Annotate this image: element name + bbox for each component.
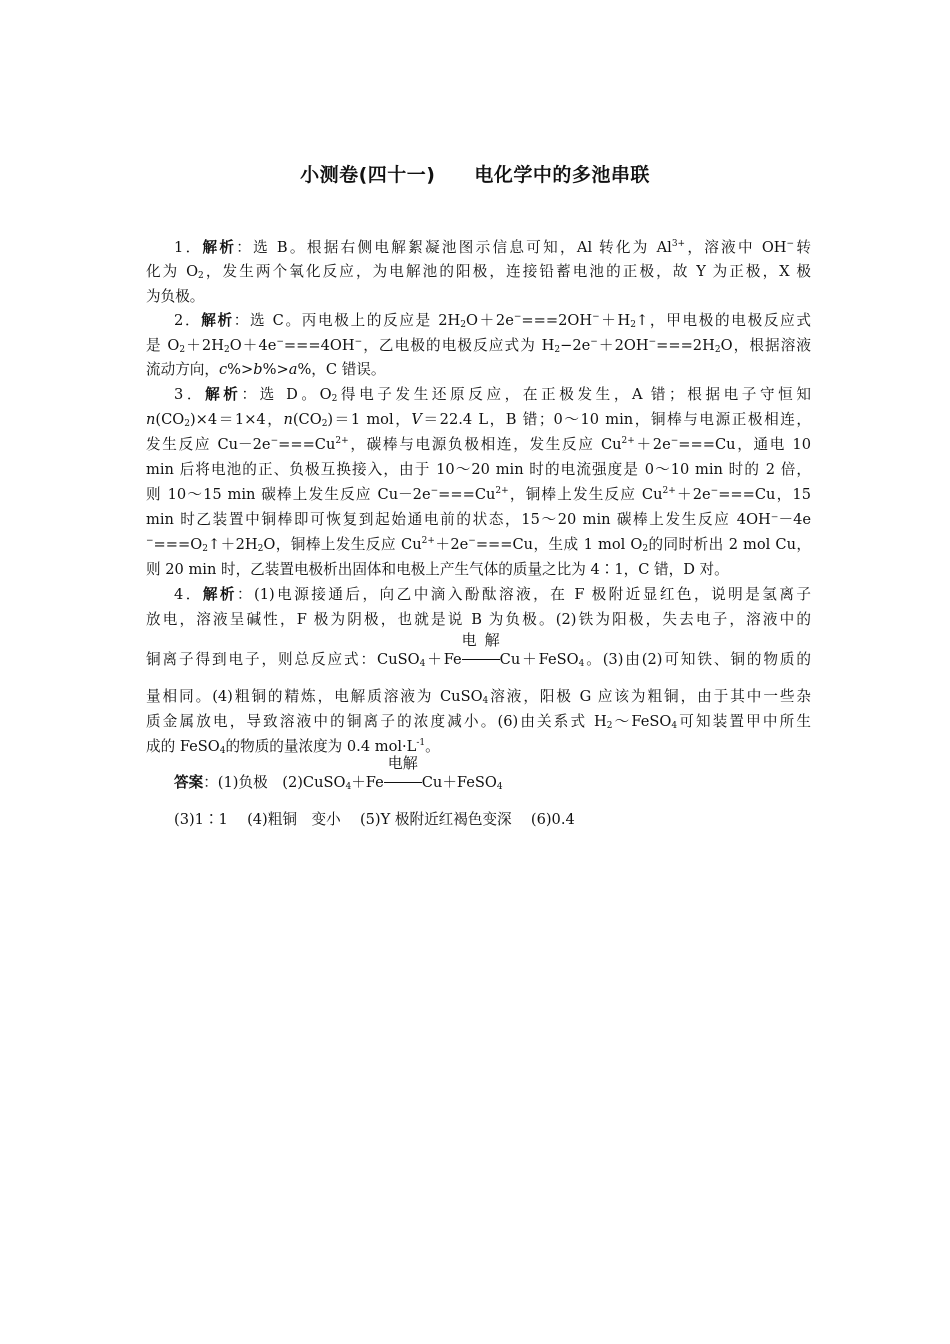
answer-2-line-3: 流动方向，c%>b%>a%，C 错误。: [146, 361, 386, 378]
answer-3-line-8: 则 20 min 时，乙装置电极析出固体和电极上产生气体的质量之比为 4∶1，C 错，D 对。: [146, 561, 729, 578]
answer-1-line-3: 为负极。: [146, 288, 205, 305]
answer-1-line-2: 化为 $O_2$，发生两个氧化反应，为电解池的阳极，连接铅蓄电池的正极，故 Y 为正极，X 极: [146, 263, 811, 281]
answer-3-line-1: 3．解析：选 D。$O_2$得电子发生还原反应，在正极发生，A 错；根据电子守恒知: [174, 386, 811, 404]
answer-4-line-2: 放电，溶液呈碱性，F 极为阴极，也就是说 B 为负极。(2)铁为阳极，失去电子，溶液中的: [146, 611, 811, 628]
electrolysis-arrow: 电解: [384, 768, 422, 798]
answer-2-line-2: 是 $O_2+2H_2O+4e^-===4OH^-$，乙电极的电极反应式为 $H_2-2e^-+2OH^-===2H_2O$，根据溶液: [146, 337, 811, 355]
final-answer-line-2: (3)1∶1 (4)粗铜 变小 (5)Y 极附近红褐色变深 (6)0.4: [174, 811, 575, 828]
answer-4-line-6: 成的 FeSO$_4$的物质的量浓度为 0.4 $mol\cdot L^{-1}$。: [146, 738, 440, 756]
answer-3-line-6: min 时乙装置中铜棒即可恢复到起始通电前的状态，15～20 min 碳棒上发生反应 4OH⁻－4e: [146, 511, 811, 528]
final-answer-line-1: 答案：(1)负极 (2)CuSO$_4$＋Fe 电解 Cu＋FeSO$_4$: [146, 768, 811, 798]
answer-4-line-5: 质金属放电，导致溶液中的铜离子的浓度减小。(6)由关系式 $H_2\sim FeSO_4$可知装置甲中所生: [146, 713, 811, 731]
answer-3-line-5: 则 10～15 min 碳棒上发生反应 $Cu-2e^-===Cu^{2+}$，铜棒上发生反应 $Cu^{2+}+2e^-===Cu$，15: [146, 486, 811, 503]
answer-2-line-1: 2．解析：选 C。丙电极上的反应是 $2H_2O+2e^-===2OH^-+H_2↑$，甲电极的电极反应式: [174, 312, 811, 330]
answer-4-line-4: 量相同。(4)粗铜的精炼，电解质溶液为 CuSO$_4$溶液，阳极 G 应该为粗铜，由于其中一些杂: [146, 688, 811, 706]
answer-3-line-4: min 后将电池的正、负极互换接入，由于 10～20 min 时的电流强度是 0～10 min 时的 2 倍，: [146, 461, 811, 478]
answer-3-line-7: $^-===O_2↑+2H_2O$，铜棒上发生反应 $Cu^{2+}+2e^-===Cu$，生成 1 mol $O_2$的同时析出 2 mol Cu，: [146, 536, 811, 554]
answer-3-line-3: 发生反应 $Cu-2e^-===Cu^{2+}$，碳棒与电源负极相连，发生反应 $Cu^{2+}+2e^-===Cu$，通电 10: [146, 436, 811, 453]
page-title: 小测卷(四十一) 电化学中的多池串联: [300, 164, 650, 186]
answer-3-line-2: $n(CO_2)\times 4=1\times 4$，$n(CO_2)=1$ mol，V＝22.4 L，B 错；0～10 min，铜棒与电源正极相连，: [146, 411, 811, 429]
answer-4-line-1: 4．解析：(1)电源接通后，向乙中滴入酚酞溶液，在 F 极附近显红色，说明是氢离子: [174, 586, 811, 603]
answer-1-line-1: 1．解析：选 B。根据右侧电解絮凝池图示信息可知，Al 转化为 $Al^{3+}$，溶液中 OH−转: [174, 239, 811, 256]
answer-4-line-3: 铜离子得到电子，则总反应式：CuSO$_4$＋Fe 电解 Cu＋FeSO$_4$。(3)由(2)可知铁、铜的物质的: [146, 645, 811, 675]
electrolysis-arrow: 电解: [462, 645, 500, 675]
